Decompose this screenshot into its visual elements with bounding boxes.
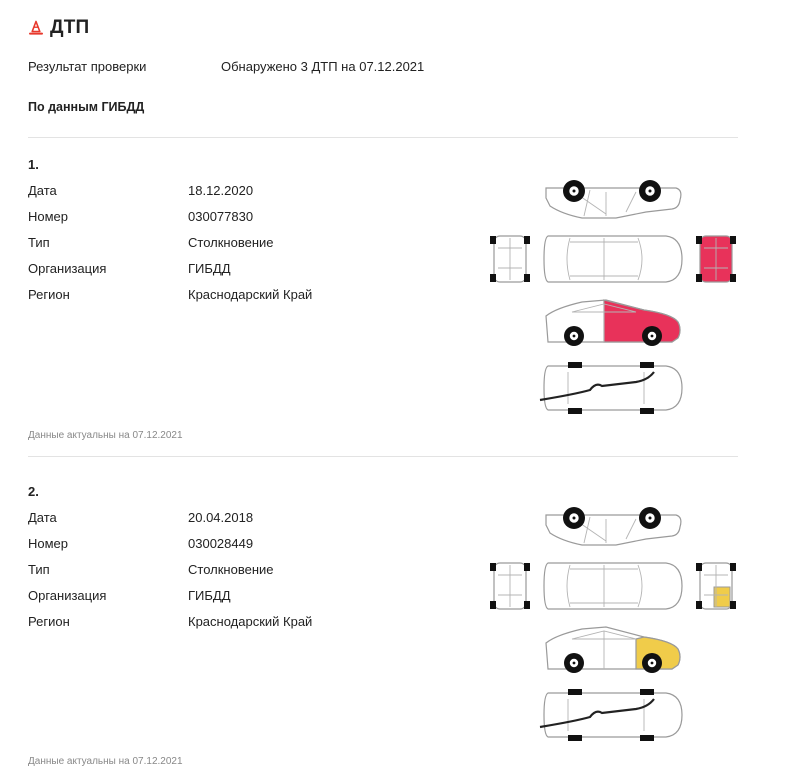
car-damage-scheme <box>486 176 741 416</box>
field-value: Столкновение <box>188 562 274 577</box>
check-result-value: Обнаружено 3 ДТП на 07.12.2021 <box>221 59 425 74</box>
record-number: 1. <box>28 157 39 172</box>
field-label: Регион <box>28 287 70 302</box>
field-value: ГИБДД <box>188 588 231 603</box>
field-value: Краснодарский Край <box>188 287 313 302</box>
car-view-underside <box>540 362 682 414</box>
field-value: Столкновение <box>188 235 274 250</box>
source-title: По данным ГИБДД <box>28 100 145 114</box>
field-organization <box>28 588 231 603</box>
damage-diagram-1 <box>486 176 741 421</box>
field-type <box>28 562 273 577</box>
car-view-side <box>546 300 680 346</box>
check-result-label: Результат проверки <box>28 59 147 74</box>
car-view-flipped <box>546 180 681 218</box>
field-label: Дата <box>28 510 57 525</box>
field-value: 18.12.2020 <box>188 183 254 198</box>
car-view-underside <box>540 689 682 741</box>
field-number <box>28 536 253 551</box>
damage-diagram-2 <box>486 503 741 748</box>
car-view-rear <box>490 236 530 282</box>
divider <box>28 456 738 457</box>
field-value: 030077830 <box>188 209 254 224</box>
divider <box>28 137 738 138</box>
field-region <box>28 287 312 302</box>
field-number <box>28 209 253 224</box>
field-label: Номер <box>28 536 69 551</box>
field-value: 030028449 <box>188 536 254 551</box>
car-damage-scheme <box>486 503 741 743</box>
data-actual-note: Данные актуальны на 07.12.2021 <box>28 430 183 441</box>
car-view-flipped <box>546 507 681 545</box>
field-value: ГИБДД <box>188 261 231 276</box>
field-label: Дата <box>28 183 57 198</box>
field-label: Организация <box>28 261 107 276</box>
page-title: ДТП <box>50 17 90 38</box>
car-view-top <box>544 563 682 609</box>
field-date <box>28 183 253 198</box>
car-view-rear <box>490 563 530 609</box>
field-label: Регион <box>28 614 70 629</box>
field-value: 20.04.2018 <box>188 510 254 525</box>
field-organization <box>28 261 231 276</box>
car-view-front <box>696 236 736 282</box>
car-view-front <box>696 563 736 609</box>
cone-icon <box>28 20 44 36</box>
data-actual-note: Данные актуальны на 07.12.2021 <box>28 756 183 767</box>
field-region <box>28 614 312 629</box>
page-header <box>28 17 89 39</box>
car-view-top <box>544 236 682 282</box>
car-view-side <box>546 627 680 673</box>
field-label: Тип <box>28 562 50 577</box>
field-type <box>28 235 273 250</box>
field-date <box>28 510 253 525</box>
check-result <box>28 59 424 74</box>
record-number: 2. <box>28 484 39 499</box>
field-label: Номер <box>28 209 69 224</box>
field-label: Тип <box>28 235 50 250</box>
field-label: Организация <box>28 588 107 603</box>
field-value: Краснодарский Край <box>188 614 313 629</box>
